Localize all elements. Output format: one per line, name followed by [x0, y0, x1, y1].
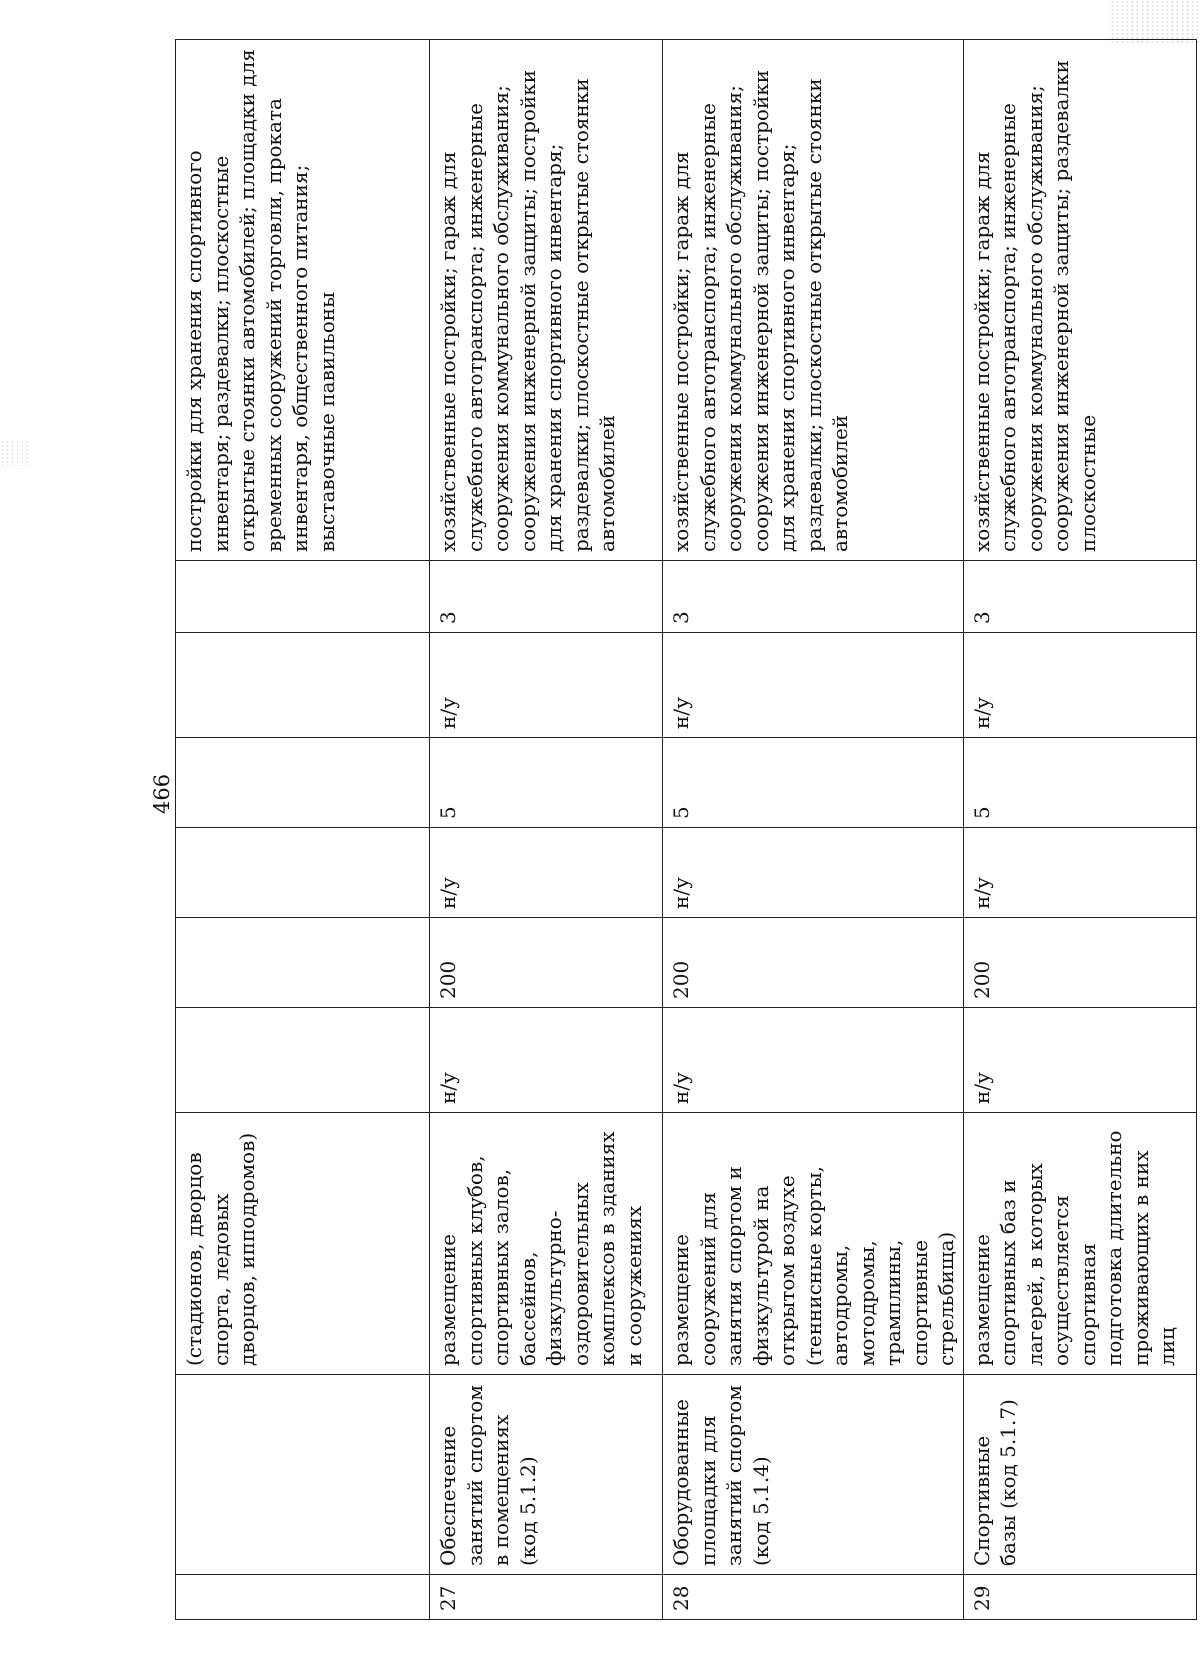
param-cell: н/у	[663, 828, 964, 918]
row-number-cell	[176, 1575, 430, 1620]
param-cell	[176, 828, 430, 918]
auxiliary-structures-cell: хозяйственные постройки; гараж для служебного автотранспорта; инженерные сооружения коммунального обслуживания; сооружения инженерной защиты; раздевалки плоскостные	[963, 40, 1196, 561]
param-cell	[176, 1008, 430, 1113]
param-cell: 5	[430, 738, 663, 828]
param-cell: н/у	[663, 633, 964, 738]
page-number: 466	[150, 773, 174, 814]
auxiliary-structures-cell: хозяйственные постройки; гараж для служебного автотранспорта; инженерные сооружения коммунального обслуживания; сооружения инженерной защиты; постройки для хранения спортивного инвентаря; раздевалки; плоскостные открытые стоянки автомобилей	[663, 40, 964, 561]
description-cell: (стадионов, дворцов спорта, ледовых дворцов, ипподромов)	[176, 1113, 430, 1375]
row-number-cell: 27	[430, 1575, 663, 1620]
land-use-name-cell: Оборудованные площадки для занятий спортом (код 5.1.4)	[663, 1375, 964, 1575]
row-number-cell: 28	[663, 1575, 964, 1620]
param-cell: н/у	[430, 1008, 663, 1113]
table-body	[176, 40, 1197, 1620]
table-row	[430, 40, 663, 1620]
param-cell: н/у	[663, 1008, 964, 1113]
param-cell	[176, 738, 430, 828]
param-cell: н/у	[430, 828, 663, 918]
param-cell: 5	[663, 738, 964, 828]
param-cell: 3	[430, 561, 663, 633]
param-cell: н/у	[963, 828, 1196, 918]
rotated-page	[175, 40, 1179, 1620]
param-cell: н/у	[430, 633, 663, 738]
param-cell: 3	[963, 561, 1196, 633]
row-number-cell: 29	[963, 1575, 1196, 1620]
table-row	[176, 40, 430, 1620]
param-cell: н/у	[963, 1008, 1196, 1113]
param-cell: 5	[963, 738, 1196, 828]
scan-noise	[0, 440, 30, 466]
param-cell: 200	[430, 918, 663, 1008]
param-cell: 3	[663, 561, 964, 633]
table-row	[963, 40, 1196, 1620]
param-cell	[176, 561, 430, 633]
land-use-name-cell: Обеспечение занятий спортом в помещениях (код 5.1.2)	[430, 1375, 663, 1575]
description-cell: размещение спортивных баз и лагерей, в которых осуществляется спортивная подготовка длительно проживающих в них лиц	[963, 1113, 1196, 1375]
param-cell: 200	[963, 918, 1196, 1008]
land-use-name-cell: Спортивные базы (код 5.1.7)	[963, 1375, 1196, 1575]
land-use-table	[175, 39, 1197, 1620]
param-cell: н/у	[963, 633, 1196, 738]
description-cell: размещение спортивных клубов, спортивных залов, бассейнов, физкультурно-оздоровительных комплексов в зданиях и сооружениях	[430, 1113, 663, 1375]
param-cell: 200	[663, 918, 964, 1008]
description-cell: размещение сооружений для занятия спортом и физкультурой на открытом воздухе (теннисные корты, автодромы, мотодромы, трамплины, спортивные стрельбища)	[663, 1113, 964, 1375]
param-cell	[176, 633, 430, 738]
auxiliary-structures-cell: хозяйственные постройки; гараж для служебного автотранспорта; инженерные сооружения коммунального обслуживания; сооружения инженерной защиты; постройки для хранения спортивного инвентаря; раздевалки; плоскостные открытые стоянки автомобилей	[430, 40, 663, 561]
land-use-name-cell	[176, 1375, 430, 1575]
auxiliary-structures-cell: постройки для хранения спортивного инвентаря; раздевалки; плоскостные открытые стоянки автомобилей; площадки для временных сооружений торговли, проката инвентаря, общественного питания; выставочные павильоны	[176, 40, 430, 561]
table-row	[663, 40, 964, 1620]
param-cell	[176, 918, 430, 1008]
